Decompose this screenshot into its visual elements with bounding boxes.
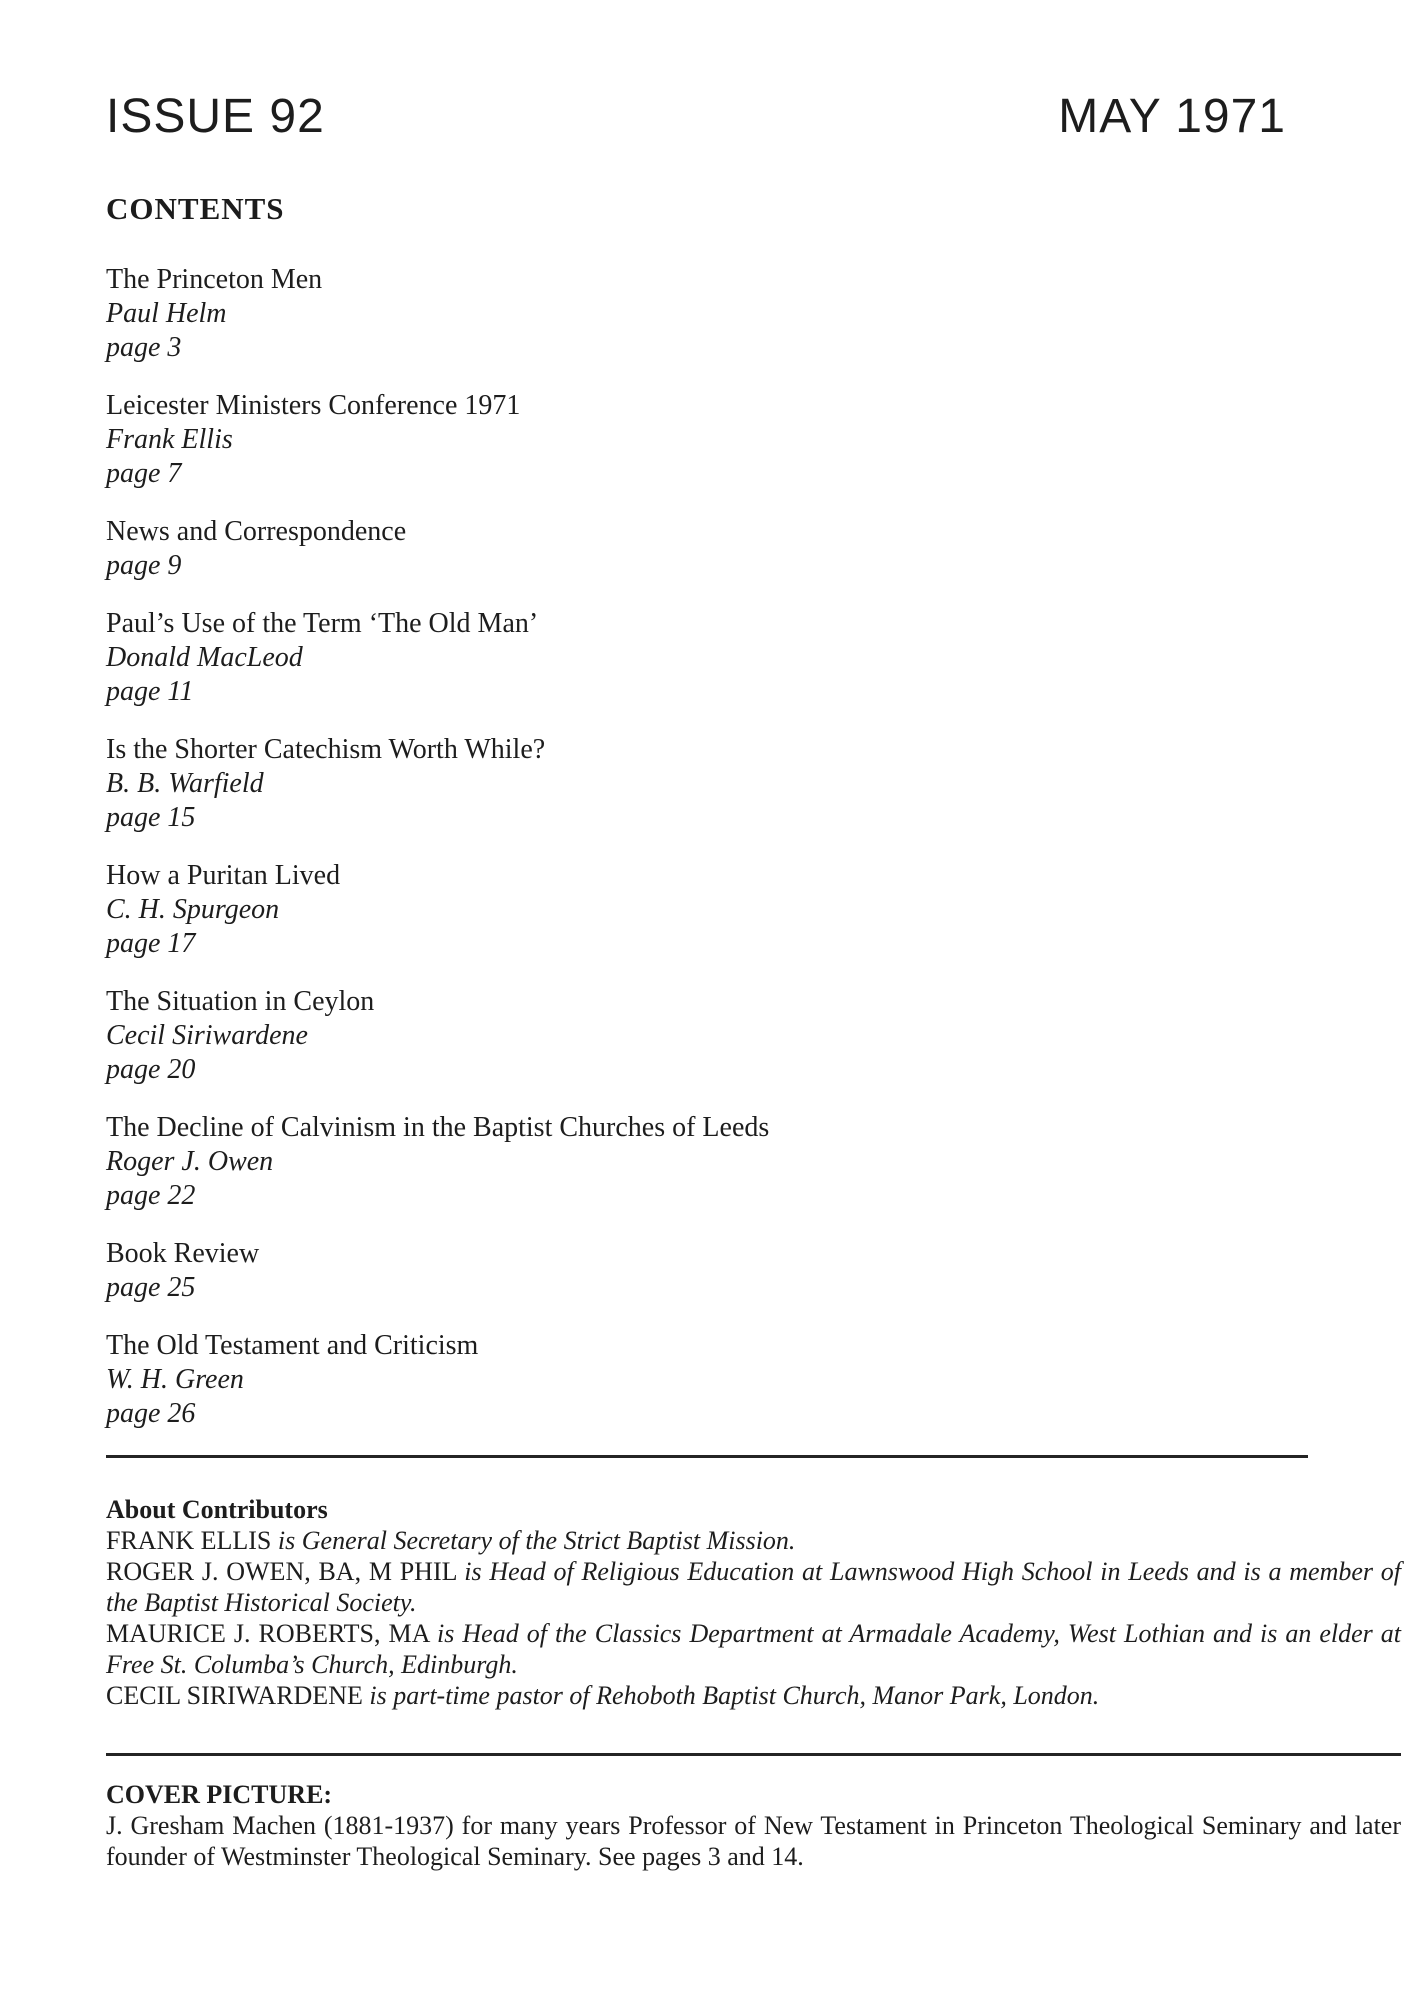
masthead (106, 90, 1286, 143)
toc-entry (106, 607, 1401, 709)
cover-picture-heading: COVER PICTURE: (106, 1779, 333, 1809)
about-contributors-section (106, 1494, 1401, 1711)
contributor-item (106, 1618, 1401, 1680)
cover-picture-text: J. Gresham Machen (1881-1937) for many years Professor of New Testament in Princeton Theological Seminary and later founder of Westminster Theological Seminary. See pages 3 and 14. (106, 1810, 1401, 1871)
article-author: W. H. Green (106, 1363, 244, 1395)
article-author: Donald MacLeod (106, 641, 303, 673)
article-author: Cecil Siriwardene (106, 1019, 308, 1051)
article-title: Leicester Ministers Conference 1971 (106, 389, 521, 421)
article-title: The Situation in Ceylon (106, 985, 375, 1017)
article-page-number: page 7 (106, 457, 182, 489)
contributor-name: FRANK ELLIS (106, 1525, 272, 1555)
contributor-description: is part-time pastor of Rehoboth Baptist Church, Manor Park, London. (369, 1680, 1100, 1710)
contributor-description: is Head of Religious Education at Lawnswood High School in Leeds and is a member of the Baptist Historical Society. (106, 1556, 1402, 1617)
issue-number: ISSUE 92 (106, 90, 325, 143)
toc-entry (106, 733, 1401, 835)
contributors-heading: About Contributors (106, 1494, 328, 1524)
article-page-number: page 25 (106, 1271, 196, 1303)
toc-entry (106, 389, 1401, 491)
contributor-name: CECIL SIRIWARDENE (106, 1680, 363, 1710)
toc-entry (106, 515, 1401, 583)
article-page-number: page 3 (106, 331, 182, 363)
toc-entry (106, 1329, 1401, 1431)
article-page-number: page 11 (106, 675, 194, 707)
toc-entry (106, 985, 1401, 1087)
article-author: Frank Ellis (106, 423, 233, 455)
divider-rule-top (106, 1455, 1308, 1458)
article-title: News and Correspondence (106, 515, 407, 547)
contributors-list (106, 1525, 1401, 1711)
article-title: Book Review (106, 1237, 260, 1269)
article-author: Roger J. Owen (106, 1145, 274, 1177)
article-title: Is the Shorter Catechism Worth While? (106, 733, 546, 765)
contributor-name: ROGER J. OWEN, BA, M PHIL (106, 1556, 457, 1586)
article-page-number: page 26 (106, 1397, 196, 1429)
contents-heading: CONTENTS (106, 191, 285, 226)
contributor-description: is General Secretary of the Strict Baptist Mission. (277, 1525, 796, 1555)
toc-entry (106, 263, 1401, 365)
article-author: B. B. Warfield (106, 767, 264, 799)
article-page-number: page 15 (106, 801, 196, 833)
contributor-item (106, 1525, 1401, 1556)
issue-date: MAY 1971 (1058, 90, 1286, 143)
article-page-number: page 9 (106, 549, 182, 581)
contributor-item (106, 1680, 1401, 1711)
article-title: How a Puritan Lived (106, 859, 341, 891)
journal-contents-page (106, 0, 1401, 1872)
toc-entry (106, 859, 1401, 961)
article-title: Paul’s Use of the Term ‘The Old Man’ (106, 607, 539, 639)
article-page-number: page 20 (106, 1053, 196, 1085)
article-title: The Old Testament and Criticism (106, 1329, 479, 1361)
article-title: The Decline of Calvinism in the Baptist Churches of Leeds (106, 1111, 770, 1143)
toc-entry (106, 1111, 1401, 1213)
divider-rule-bottom (106, 1753, 1401, 1756)
cover-picture-section (106, 1779, 1401, 1872)
article-author: Paul Helm (106, 297, 227, 329)
toc-entry (106, 1237, 1401, 1305)
table-of-contents (106, 263, 1401, 1431)
contributor-description: is Head of the Classics Department at Armadale Academy, West Lothian and is an elder at Free St. Columba’s Church, Edinburgh. (106, 1618, 1402, 1679)
contributor-item (106, 1556, 1401, 1618)
article-page-number: page 17 (106, 927, 196, 959)
article-author: C. H. Spurgeon (106, 893, 280, 925)
article-page-number: page 22 (106, 1179, 196, 1211)
article-title: The Princeton Men (106, 263, 323, 295)
contributor-name: MAURICE J. ROBERTS, MA (106, 1618, 429, 1648)
